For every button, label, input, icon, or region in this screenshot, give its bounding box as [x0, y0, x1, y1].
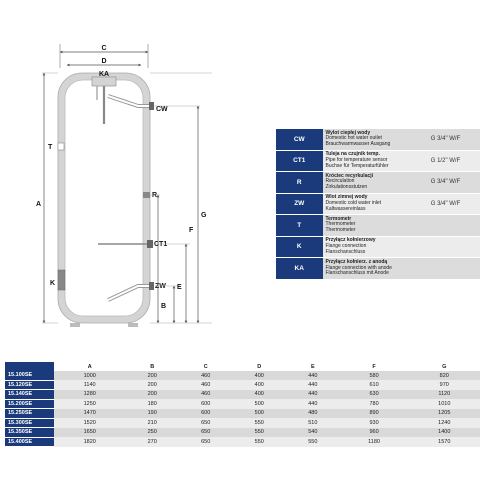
legend-name-en: Flange connection with anode	[325, 264, 392, 271]
dimension-value: 460	[179, 380, 233, 390]
svg-text:B: B	[161, 303, 167, 310]
legend-thread-size: G 1/2" W/F	[421, 150, 480, 172]
dimension-value: 540	[286, 428, 340, 438]
svg-text:CW: CW	[156, 106, 168, 113]
dimension-value: 1650	[54, 428, 125, 438]
dimension-value: 580	[340, 371, 409, 380]
dimension-value: 460	[179, 371, 233, 380]
dimension-value: 600	[179, 409, 233, 419]
dimensions-header-cell: F	[340, 362, 409, 371]
legend-row	[276, 215, 480, 237]
model-name: 15.200SE	[5, 399, 54, 409]
dimension-value: 1010	[409, 399, 480, 409]
svg-text:KA: KA	[98, 71, 110, 78]
model-name: 15.100SE	[5, 371, 54, 380]
tank-diagram	[0, 0, 275, 345]
svg-text:CT1: CT1	[154, 241, 168, 248]
legend-description	[323, 215, 421, 237]
legend-name-en: Recirculation	[325, 178, 355, 185]
dimension-value: 200	[125, 380, 179, 390]
dimension-value: 1140	[54, 380, 125, 390]
dimension-value: 1280	[54, 390, 125, 400]
legend-thread-size: G 3/4" W/F	[421, 172, 480, 194]
dimension-value: 480	[286, 409, 340, 419]
dimensions-header-cell: B	[125, 362, 179, 371]
dimension-value: 460	[179, 390, 233, 400]
dimension-value: 200	[125, 371, 179, 380]
dimensions-header-cell: A	[54, 362, 125, 371]
legend-description	[323, 258, 421, 280]
dimensions-row	[5, 437, 480, 447]
legend-code: CW	[276, 129, 323, 151]
dimension-value: 930	[340, 418, 409, 428]
dimensions-row	[5, 399, 480, 409]
legend-row	[276, 172, 480, 194]
dimension-value: 550	[233, 428, 287, 438]
dimension-value: 610	[340, 380, 409, 390]
legend-name-de: Thermometer	[325, 227, 356, 234]
legend-code: R	[276, 172, 323, 194]
legend-name-en: Domestic cold water inlet	[325, 199, 382, 206]
dimension-value: 1250	[54, 399, 125, 409]
legend-name-de: Zirkulationsstutzen	[325, 184, 368, 191]
dimension-b	[158, 196, 166, 322]
dimensions-table	[5, 362, 480, 447]
dimension-value: 190	[125, 409, 179, 419]
dimension-value: 550	[233, 418, 287, 428]
svg-text:E: E	[177, 284, 182, 291]
legend-thread-size	[421, 258, 480, 280]
legend-row	[276, 258, 480, 280]
legend-thread-size	[421, 215, 480, 237]
dimension-value: 550	[233, 437, 287, 447]
dimension-value: 1000	[54, 371, 125, 380]
dimension-value: 1570	[409, 437, 480, 447]
dimension-value: 650	[179, 418, 233, 428]
dimensions-row	[5, 380, 480, 390]
svg-text:A: A	[36, 201, 42, 208]
model-name: 15.400SE	[5, 437, 54, 447]
dimensions-header-cell: C	[179, 362, 233, 371]
dimension-value: 780	[340, 399, 409, 409]
svg-text:K: K	[50, 280, 56, 287]
dimension-value: 250	[125, 428, 179, 438]
svg-text:C: C	[101, 45, 107, 52]
dimension-value: 650	[179, 428, 233, 438]
dimensions-header-cell: D	[233, 362, 287, 371]
dimension-f	[186, 227, 194, 322]
svg-text:ZW: ZW	[155, 283, 166, 290]
svg-text:R: R	[152, 192, 158, 199]
legend-code: K	[276, 236, 323, 258]
dimension-value: 1120	[409, 390, 480, 400]
dimension-value: 510	[286, 418, 340, 428]
legend-name-de: Buchse für Temperaturfühler	[325, 162, 389, 169]
dimension-value: 270	[125, 437, 179, 447]
dimension-value: 1240	[409, 418, 480, 428]
legend-row	[276, 236, 480, 258]
legend-description	[323, 236, 421, 258]
connection-legend-table	[276, 128, 480, 279]
dimensions-header-cell: E	[286, 362, 340, 371]
dimension-value: 400	[233, 390, 287, 400]
dimensions-header-cell: G	[409, 362, 480, 371]
dimension-value: 500	[233, 399, 287, 409]
legend-thread-size	[421, 236, 480, 258]
legend-name-en: Thermometer	[325, 221, 356, 228]
dimensions-row	[5, 371, 480, 380]
dimension-a	[36, 74, 44, 322]
dimension-value: 400	[233, 371, 287, 380]
dimension-value: 440	[286, 390, 340, 400]
dimension-value: 200	[125, 390, 179, 400]
legend-row	[276, 193, 480, 215]
dimensions-header-row	[5, 362, 480, 371]
dimension-value: 1400	[409, 428, 480, 438]
legend-name: Króciec recyrkulacji	[325, 172, 374, 179]
dimension-value: 210	[125, 418, 179, 428]
dimension-value: 1520	[54, 418, 125, 428]
legend-thread-size: G 3/4" W/F	[421, 193, 480, 215]
legend-thread-size: G 3/4" W/F	[421, 129, 480, 151]
dimension-e	[174, 284, 182, 322]
dimension-value: 970	[409, 380, 480, 390]
legend-name-de: Kaltwassereinlass	[325, 205, 366, 212]
legend-name-de: Flanschanschluss mit Anode	[325, 270, 389, 277]
svg-text:T: T	[48, 144, 53, 151]
legend-row	[276, 129, 480, 151]
legend-name-de: Brauchwarmwasser Ausgang	[325, 141, 391, 148]
dimension-value: 180	[125, 399, 179, 409]
dimensions-row	[5, 428, 480, 438]
model-name: 15.140SE	[5, 390, 54, 400]
legend-code: ZW	[276, 193, 323, 215]
dimension-value: 1820	[54, 437, 125, 447]
dimension-value: 1180	[340, 437, 409, 447]
legend-description	[323, 172, 421, 194]
dimension-value: 820	[409, 371, 480, 380]
legend-name-en: Flange connection	[325, 242, 367, 249]
dimension-value: 550	[286, 437, 340, 447]
legend-name: Przyłącz kołnierz. z anodą	[325, 259, 388, 266]
legend-description	[323, 129, 421, 151]
legend-code: KA	[276, 258, 323, 280]
legend-name-de: Flanschanschluss	[325, 248, 366, 255]
dimension-value: 440	[286, 399, 340, 409]
legend-name-en: Pipe for temperature sensor	[325, 156, 388, 163]
dimension-value: 600	[179, 399, 233, 409]
dimension-value: 440	[286, 371, 340, 380]
svg-text:D: D	[101, 58, 107, 65]
legend-name: Przyłącz kołnierzowy	[325, 237, 376, 244]
legend-description	[323, 150, 421, 172]
model-name: 15.120SE	[5, 380, 54, 390]
legend-name: Wylot ciepłej wody	[325, 129, 371, 136]
dimension-value: 1470	[54, 409, 125, 419]
dimension-g	[198, 107, 207, 322]
dimensions-header-corner	[5, 362, 54, 371]
dimension-value: 500	[233, 409, 287, 419]
model-name: 15.350SE	[5, 428, 54, 438]
legend-code: T	[276, 215, 323, 237]
legend-name: Wlot zimnej wody	[325, 194, 368, 201]
dimension-value: 400	[233, 380, 287, 390]
dimension-value: 890	[340, 409, 409, 419]
svg-text:F: F	[189, 227, 194, 234]
legend-row	[276, 150, 480, 172]
dimension-value: 1205	[409, 409, 480, 419]
dimension-value: 440	[286, 380, 340, 390]
svg-text:G: G	[201, 212, 207, 219]
dimension-value: 630	[340, 390, 409, 400]
dimensions-row	[5, 390, 480, 400]
tank-feet	[70, 323, 138, 327]
legend-name-en: Domestic hot water outlet	[325, 135, 382, 142]
dimensions-row	[5, 418, 480, 428]
model-name: 15.250SE	[5, 409, 54, 419]
legend-code: CT1	[276, 150, 323, 172]
dimension-d	[68, 58, 140, 65]
k-flange	[50, 270, 65, 290]
thermometer	[48, 143, 64, 151]
dimension-value: 650	[179, 437, 233, 447]
legend-name: Termometr	[325, 215, 352, 222]
model-name: 15.300SE	[5, 418, 54, 428]
legend-name: Tuleja na czujnik temp.	[325, 151, 380, 158]
dimension-value: 960	[340, 428, 409, 438]
legend-description	[323, 193, 421, 215]
dimensions-row	[5, 409, 480, 419]
